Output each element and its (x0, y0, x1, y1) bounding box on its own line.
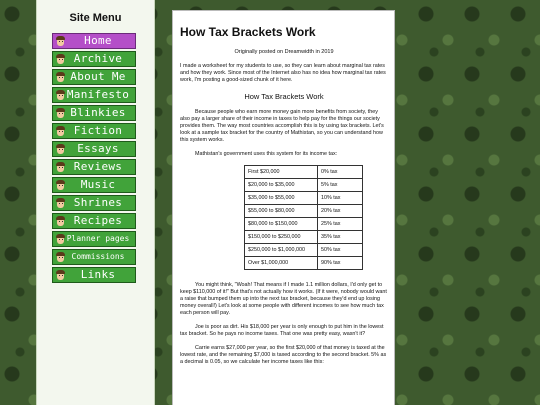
article-title: How Tax Brackets Work (180, 25, 316, 39)
face-icon (56, 108, 65, 118)
menu-item-label: About Me (70, 70, 126, 83)
table-row (245, 257, 363, 270)
menu-item-music[interactable] (52, 177, 136, 193)
bracket-rate: 35% tax (318, 231, 363, 244)
menu-item-fiction[interactable] (52, 123, 136, 139)
menu-item-label: Archive (73, 52, 123, 65)
bracket-rate: 20% tax (318, 205, 363, 218)
menu-item-label: Home (84, 34, 112, 47)
article (172, 10, 395, 405)
menu-item-label: Reviews (73, 160, 123, 173)
menu-item-recipes[interactable] (52, 213, 136, 229)
face-icon (56, 72, 65, 82)
table-row (245, 179, 363, 192)
table-row (245, 205, 363, 218)
bracket-rate: 5% tax (318, 179, 363, 192)
face-icon (56, 126, 65, 136)
menu-item-label: Blinkies (70, 106, 126, 119)
menu-item-label: Planner pages (66, 234, 130, 243)
face-icon (56, 270, 65, 280)
paragraph-5: Carrie earns $27,000 per year, so the first $20,000 of that money is taxed at the lowest rate, and the remaining $7,000 is taxed according to the second bracket. 5% as a decimal is 0.05, so we calculate her income taxes like this: (180, 345, 387, 365)
face-icon (56, 180, 65, 190)
face-icon (56, 54, 65, 64)
posted-note: Originally posted on Dreamwidth in 2019 (234, 49, 334, 55)
menu-item-archive[interactable] (52, 51, 136, 67)
face-icon (56, 36, 65, 46)
face-icon (56, 162, 65, 172)
bracket-range: $150,000 to $250,000 (245, 231, 318, 244)
menu-item-home[interactable] (52, 33, 136, 49)
menu-item-shrines[interactable] (52, 195, 136, 211)
sidebar (36, 0, 155, 405)
bracket-range: $80,000 to $150,000 (245, 218, 318, 231)
menu-item-label: Recipes (73, 214, 123, 227)
paragraph-3: You might think, "Woah! That means if I made 1.1 million dollars, I'd only get to keep $110,000 of it!" But that's not actually how it works. (If it were, nobody would want a raise that bumped them up into the next tax bracket, because they'd end up losing money overall!) Let's look at some people with different incomes to see how much tax each person will pay. (180, 282, 387, 316)
face-icon (56, 198, 65, 208)
menu-item-manifesto[interactable] (52, 87, 136, 103)
face-icon (56, 216, 65, 226)
bracket-rate: 90% tax (318, 257, 363, 270)
table-row (245, 244, 363, 257)
menu-item-label: Links (80, 268, 116, 281)
bracket-range: First $20,000 (245, 166, 318, 179)
paragraph-2: Mathistan's government uses this system for its income tax: (195, 151, 338, 157)
face-icon (56, 90, 65, 100)
menu-item-planner-pages[interactable] (52, 231, 136, 247)
bracket-rate: 10% tax (318, 192, 363, 205)
tax-bracket-table (244, 165, 363, 270)
paragraph-4: Joe is poor as dirt. His $18,000 per year is only enough to put him in the lowest tax bracket. So he pays no income taxes. That one was pretty easy, wasn't it? (180, 324, 384, 337)
bracket-range: Over $1,000,000 (245, 257, 318, 270)
bracket-rate: 50% tax (318, 244, 363, 257)
bracket-rate: 0% tax (318, 166, 363, 179)
face-icon (56, 234, 65, 244)
site-menu (37, 33, 154, 283)
menu-item-reviews[interactable] (52, 159, 136, 175)
sidebar-title: Site Menu (69, 12, 122, 24)
menu-item-label: Fiction (73, 124, 123, 137)
menu-item-blinkies[interactable] (52, 105, 136, 121)
table-row (245, 192, 363, 205)
face-icon (56, 252, 65, 262)
bracket-range: $250,000 to $1,000,000 (245, 244, 318, 257)
bracket-range: $55,000 to $80,000 (245, 205, 318, 218)
menu-item-links[interactable] (52, 267, 136, 283)
menu-item-label: Music (80, 178, 116, 191)
section-heading: How Tax Brackets Work (244, 92, 324, 101)
menu-item-label: Commissions (71, 252, 125, 261)
table-row (245, 166, 363, 179)
menu-item-essays[interactable] (52, 141, 136, 157)
table-row (245, 231, 363, 244)
menu-item-commissions[interactable] (52, 249, 136, 265)
face-icon (56, 144, 65, 154)
menu-item-label: Shrines (73, 196, 123, 209)
bracket-range: $20,000 to $35,000 (245, 179, 318, 192)
menu-item-about-me[interactable] (52, 69, 136, 85)
table-row (245, 218, 363, 231)
bracket-rate: 25% tax (318, 218, 363, 231)
paragraph-1: Because people who earn more money gain more benefits from society, they also pay a larger share of their income in taxes to help pay for the things our society provides them. The way most countries accomplish this is by using tax brackets. Let's look at a sample tax bracket for the country of Mathistan, so you can understand how this system works. (180, 109, 384, 143)
menu-item-label: Manifesto (66, 88, 130, 101)
bracket-range: $35,000 to $55,000 (245, 192, 318, 205)
menu-item-label: Essays (77, 142, 119, 155)
intro-paragraph: I made a worksheet for my students to use, so they can learn about marginal tax rates and how they work. Since most of the Internet also has no idea how marginal tax rates work, I'm posting a good-sized chunk of it here. (180, 63, 386, 83)
